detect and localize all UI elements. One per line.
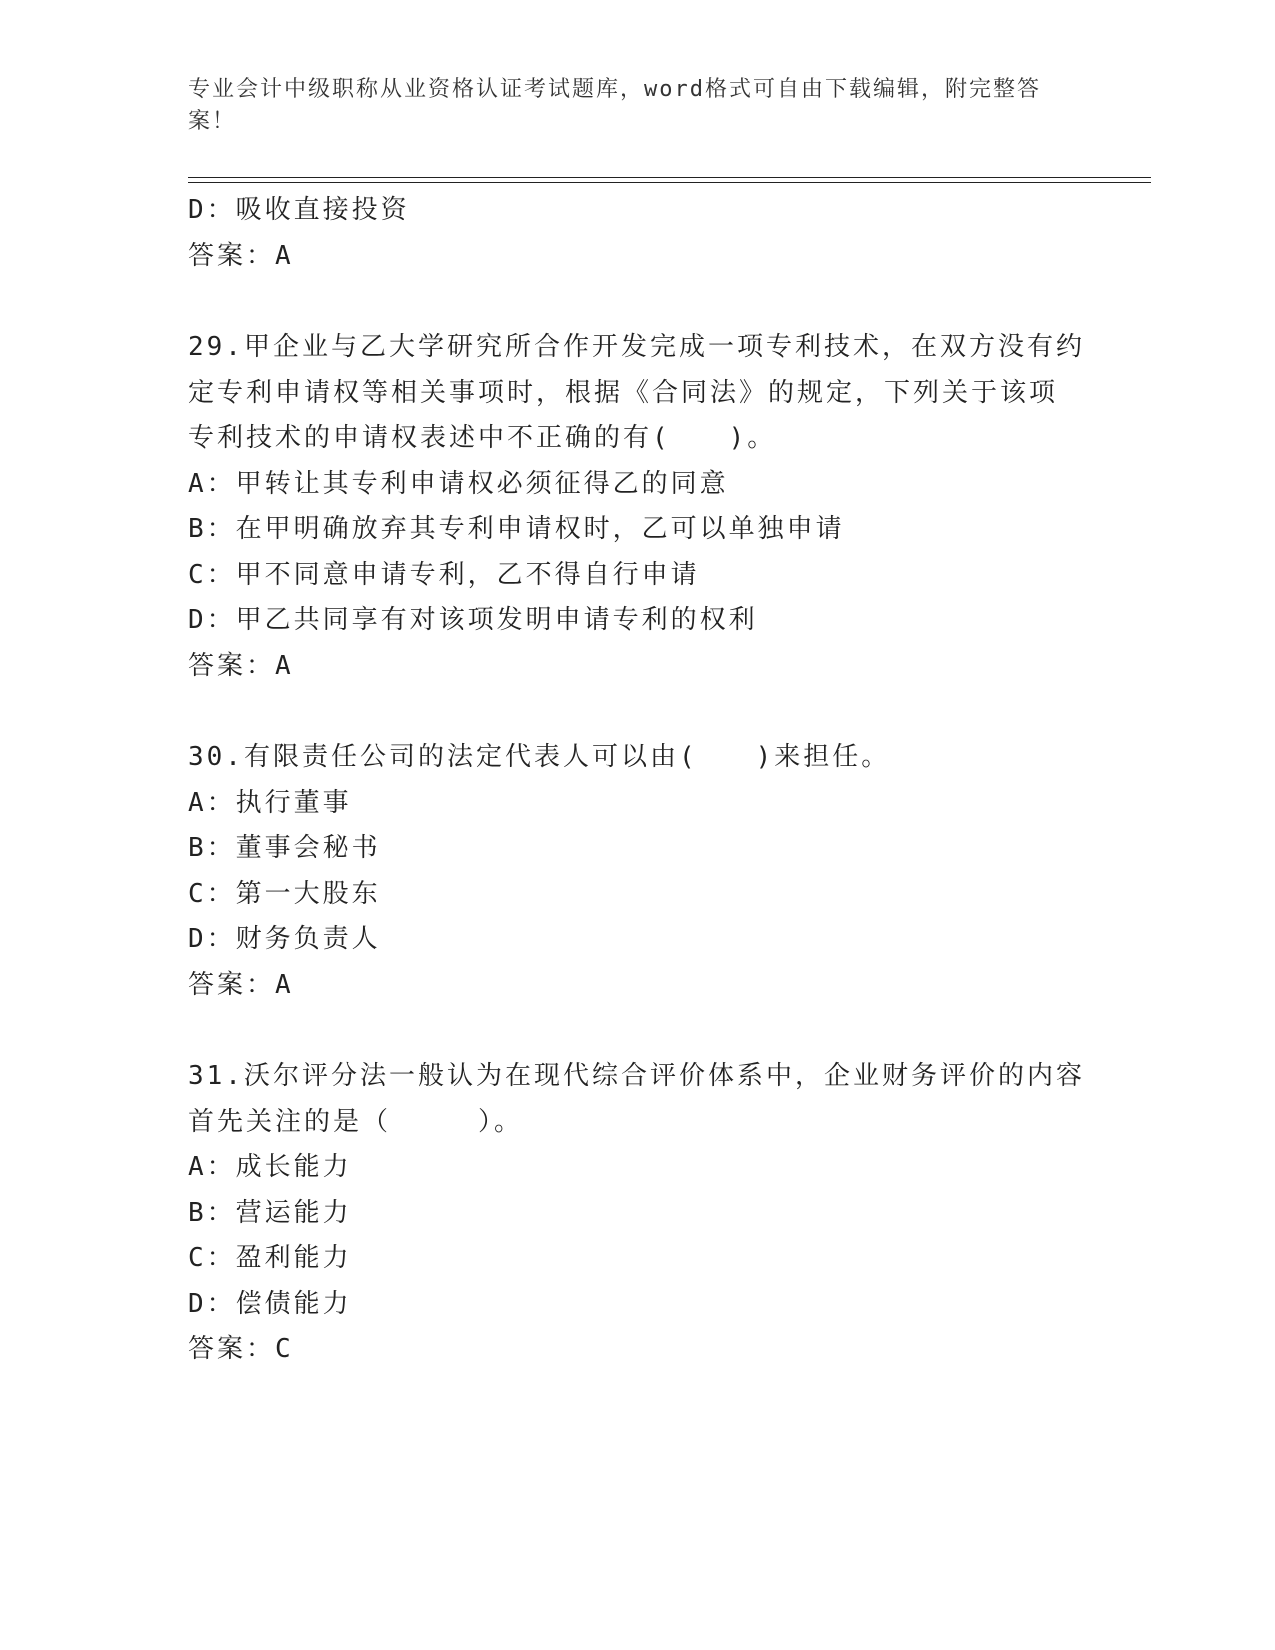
- answer-line: 答案：C: [188, 1334, 294, 1364]
- option-c: C：甲不同意申请专利，乙不得自行申请: [188, 559, 700, 590]
- question-30: [188, 735, 1088, 1008]
- header-divider-bottom: [188, 182, 1151, 183]
- option-a: A：成长能力: [188, 1152, 352, 1182]
- question-stem-line: 30.有限责任公司的法定代表人可以由( )来担任。: [188, 742, 891, 772]
- question-29: [188, 325, 1088, 689]
- question-stem-line: 专利技术的申请权表述中不正确的有( )。: [188, 423, 777, 453]
- option-c: C：第一大股东: [188, 878, 381, 909]
- question-content: [188, 188, 1088, 1373]
- answer-line: 答案：A: [188, 650, 294, 681]
- spacer: [188, 1008, 1088, 1054]
- option-b: B：在甲明确放弃其专利申请权时，乙可以单独申请: [188, 514, 845, 544]
- option-d: D：偿债能力: [188, 1288, 352, 1319]
- option-d: D：吸收直接投资: [188, 195, 410, 225]
- page-header: 专业会计中级职称从业资格认证考试题库，word格式可自由下载编辑，附完整答案！: [188, 77, 1041, 134]
- option-a: A：甲转让其专利申请权必须征得乙的同意: [188, 468, 729, 499]
- question-stem-line: 31.沃尔评分法一般认为在现代综合评价体系中，企业财务评价的内容: [188, 1061, 1085, 1091]
- option-d: D：甲乙共同享有对该项发明申请专利的权利: [188, 605, 758, 635]
- option-c: C：盈利能力: [188, 1243, 352, 1273]
- header-divider-top: [188, 177, 1151, 178]
- answer-line: 答案：A: [188, 969, 294, 1000]
- option-a: A：执行董事: [188, 787, 352, 818]
- option-d: D：财务负责人: [188, 924, 381, 954]
- spacer: [188, 279, 1088, 325]
- answer-line: 答案：A: [188, 240, 294, 271]
- question-stem-line: 首先关注的是（ ）。: [188, 1106, 524, 1137]
- question-31: [188, 1054, 1088, 1373]
- option-b: B：董事会秘书: [188, 833, 381, 863]
- question-stem-line: 定专利申请权等相关事项时，根据《合同法》的规定，下列关于该项: [188, 377, 1059, 408]
- option-b: B：营运能力: [188, 1197, 352, 1228]
- question-stem-line: 29.甲企业与乙大学研究所合作开发完成一项专利技术，在双方没有约: [188, 332, 1085, 362]
- spacer: [188, 689, 1088, 735]
